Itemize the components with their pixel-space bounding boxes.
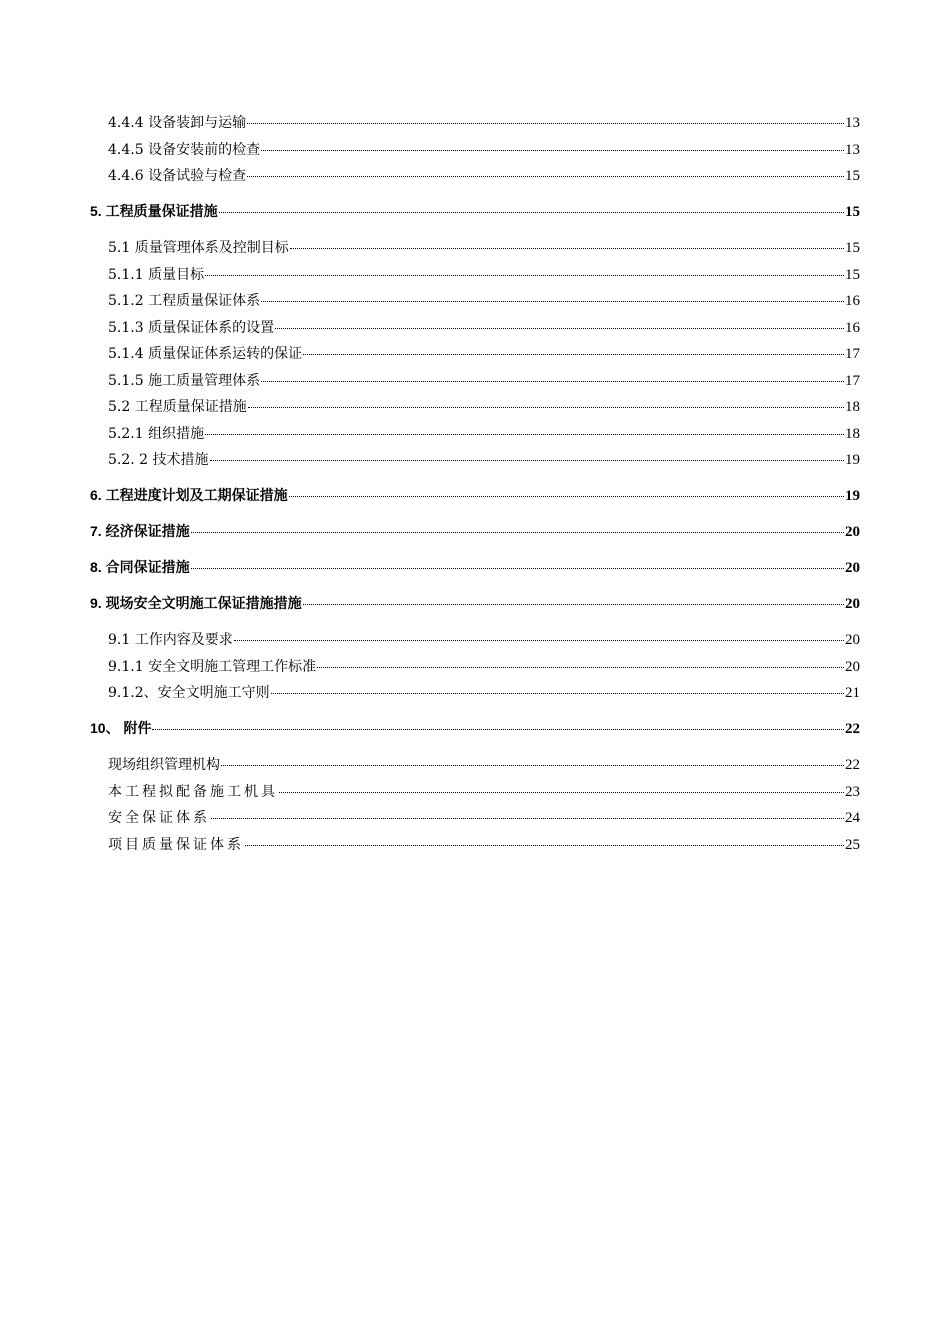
toc-page-number: 17 bbox=[845, 346, 860, 362]
toc-entry-appendix-safety[interactable] bbox=[108, 807, 860, 827]
dot-leader bbox=[219, 212, 844, 213]
toc-page-number: 20 bbox=[845, 596, 860, 612]
toc-entry-6[interactable] bbox=[90, 485, 860, 505]
toc-page-number: 15 bbox=[845, 168, 860, 184]
toc-page-number: 16 bbox=[845, 293, 860, 309]
dot-leader bbox=[245, 845, 844, 846]
toc-entry-5-2[interactable] bbox=[108, 396, 860, 416]
dot-leader bbox=[191, 568, 844, 569]
dot-leader bbox=[211, 818, 844, 819]
toc-entry-title: 7. 经济保证措施 bbox=[90, 523, 190, 539]
toc-entry-title: 5.1 质量管理体系及控制目标 bbox=[108, 240, 289, 256]
dot-leader bbox=[261, 150, 844, 151]
toc-entry-title: 9. 现场安全文明施工保证措施措施 bbox=[90, 595, 302, 611]
toc-entry-title: 4.4.5 设备安装前的检查 bbox=[108, 142, 261, 158]
dot-leader bbox=[289, 496, 844, 497]
toc-entry-7[interactable] bbox=[90, 521, 860, 541]
toc-page-number: 20 bbox=[845, 659, 860, 675]
toc-page-number: 25 bbox=[845, 837, 860, 853]
toc-entry-5-1-2[interactable] bbox=[108, 290, 860, 310]
dot-leader bbox=[210, 460, 844, 461]
dot-leader bbox=[290, 248, 844, 249]
toc-entry-title: 现场组织管理机构 bbox=[108, 757, 220, 773]
toc-entry-5-1[interactable] bbox=[108, 237, 860, 257]
toc-page-number: 15 bbox=[845, 267, 860, 283]
dot-leader bbox=[234, 640, 844, 641]
dot-leader bbox=[271, 693, 844, 694]
toc-entry-title: 本工程拟配备施工机具 bbox=[108, 784, 278, 800]
toc-entry-title: 5. 工程质量保证措施 bbox=[90, 203, 218, 219]
toc-page-number: 19 bbox=[845, 452, 860, 468]
toc-page-number: 18 bbox=[845, 399, 860, 415]
toc-entry-appendix-equipment[interactable] bbox=[108, 781, 860, 801]
toc-entry-title: 4.4.6 设备试验与检查 bbox=[108, 168, 247, 184]
toc-entry-title: 5.2 工程质量保证措施 bbox=[108, 399, 247, 415]
toc-page-number: 20 bbox=[845, 560, 860, 576]
toc-entry-8[interactable] bbox=[90, 557, 860, 577]
toc-page-number: 16 bbox=[845, 320, 860, 336]
toc-entry-9-1[interactable] bbox=[108, 629, 860, 649]
dot-leader bbox=[221, 765, 844, 766]
toc-page-number: 13 bbox=[845, 142, 860, 158]
toc-entry-5-1-4[interactable] bbox=[108, 343, 860, 363]
toc-page-number: 17 bbox=[845, 373, 860, 389]
toc-entry-title: 安全保证体系 bbox=[108, 810, 210, 826]
toc-page-number: 19 bbox=[845, 488, 860, 504]
toc-entry-title: 5.2.1 组织措施 bbox=[108, 426, 205, 442]
toc-page-number: 24 bbox=[845, 810, 860, 826]
toc-entry-title: 9.1.2、安全文明施工守则 bbox=[108, 685, 270, 701]
toc-entry-title: 5.1.1 质量目标 bbox=[108, 267, 205, 283]
toc-entry-title: 5.1.4 质量保证体系运转的保证 bbox=[108, 346, 303, 362]
toc-entry-10[interactable] bbox=[90, 718, 860, 738]
toc-entry-9-1-1[interactable] bbox=[108, 656, 860, 676]
toc-entry-5-2-2[interactable] bbox=[108, 449, 860, 469]
toc-entry-title: 9.1 工作内容及要求 bbox=[108, 632, 233, 648]
toc-page-number: 23 bbox=[845, 784, 860, 800]
toc-entry-9-1-2[interactable] bbox=[108, 682, 860, 702]
dot-leader bbox=[303, 354, 844, 355]
toc-page-number: 13 bbox=[845, 115, 860, 131]
toc-page-number: 18 bbox=[845, 426, 860, 442]
toc-page-number: 15 bbox=[845, 240, 860, 256]
dot-leader bbox=[191, 532, 844, 533]
toc-page-number: 20 bbox=[845, 632, 860, 648]
dot-leader bbox=[303, 604, 844, 605]
toc-entry-title: 10、 附件 bbox=[90, 720, 152, 736]
dot-leader bbox=[205, 434, 844, 435]
dot-leader bbox=[261, 381, 844, 382]
toc-entry-9[interactable] bbox=[90, 593, 860, 613]
dot-leader bbox=[317, 667, 844, 668]
toc-entry-5-1-5[interactable] bbox=[108, 370, 860, 390]
dot-leader bbox=[279, 792, 844, 793]
toc-entry-title: 5.1.2 工程质量保证体系 bbox=[108, 293, 261, 309]
toc-entry-title: 9.1.1 安全文明施工管理工作标准 bbox=[108, 659, 317, 675]
toc-page-number: 15 bbox=[845, 204, 860, 220]
toc-entry-title: 4.4.4 设备装卸与运输 bbox=[108, 115, 247, 131]
dot-leader bbox=[247, 123, 844, 124]
dot-leader bbox=[247, 176, 844, 177]
dot-leader bbox=[275, 328, 844, 329]
toc-entry-5-2-1[interactable] bbox=[108, 423, 860, 443]
dot-leader bbox=[205, 275, 844, 276]
toc-entry-5-1-1[interactable] bbox=[108, 264, 860, 284]
toc-entry-title: 8. 合同保证措施 bbox=[90, 559, 190, 575]
dot-leader bbox=[248, 407, 844, 408]
toc-entry-5[interactable] bbox=[90, 201, 860, 221]
toc-entry-appendix-organization[interactable] bbox=[108, 754, 860, 774]
dot-leader bbox=[152, 729, 844, 730]
toc-entry-5-1-3[interactable] bbox=[108, 317, 860, 337]
toc-page-number: 22 bbox=[845, 757, 860, 773]
toc-entry-4-4-4[interactable] bbox=[108, 112, 860, 132]
toc-page-number: 21 bbox=[845, 685, 860, 701]
toc-page-number: 20 bbox=[845, 524, 860, 540]
toc-entry-title: 5.1.5 施工质量管理体系 bbox=[108, 373, 261, 389]
toc-page-number: 22 bbox=[845, 721, 860, 737]
toc-entry-title: 5.1.3 质量保证体系的设置 bbox=[108, 320, 275, 336]
toc-entry-title: 6. 工程进度计划及工期保证措施 bbox=[90, 487, 288, 503]
toc-entry-title: 5.2. 2 技术措施 bbox=[108, 452, 209, 468]
toc-entry-title: 项目质量保证体系 bbox=[108, 837, 244, 853]
toc-entry-appendix-quality[interactable] bbox=[108, 834, 860, 854]
toc-entry-4-4-6[interactable] bbox=[108, 165, 860, 185]
dot-leader bbox=[261, 301, 844, 302]
toc-entry-4-4-5[interactable] bbox=[108, 139, 860, 159]
